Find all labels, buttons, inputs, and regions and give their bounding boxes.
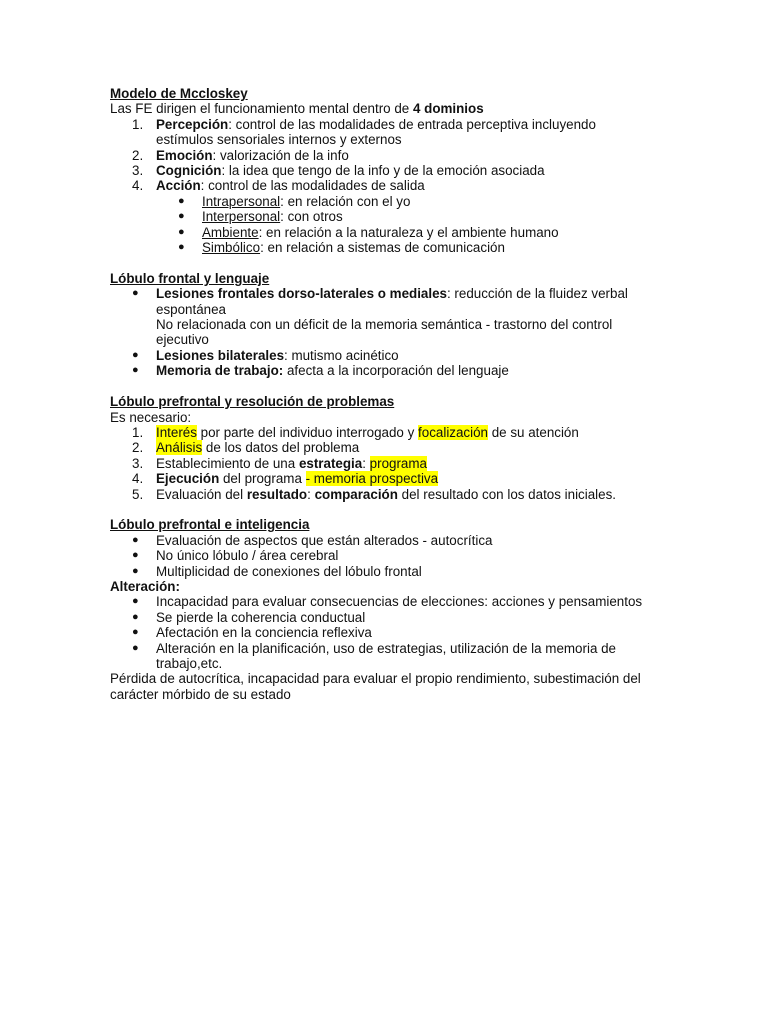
item-text: No único lóbulo / área cerebral	[156, 548, 339, 564]
list-item	[110, 471, 650, 486]
bullet-icon: ●	[132, 287, 139, 300]
term-bold: Memoria de trabajo:	[156, 363, 284, 379]
item-text: Multiplicidad de conexiones del lóbulo frontal	[156, 563, 422, 579]
list-item	[110, 178, 650, 193]
bullet-icon: ●	[132, 533, 139, 546]
highlighted-text: programa	[369, 455, 427, 471]
term-bold: estrategia	[298, 455, 363, 471]
section-heading-frontal-language: Lóbulo frontal y lenguaje	[110, 270, 270, 286]
bullet-icon: ●	[132, 610, 139, 623]
highlighted-text: Análisis	[156, 440, 203, 456]
spacer	[110, 502, 650, 517]
term-underlined: Simbólico	[202, 240, 261, 256]
spacer	[110, 379, 650, 394]
term-text: : con otros	[280, 209, 343, 225]
term-bold: Cognición	[156, 163, 222, 179]
bullet-icon: ●	[132, 595, 139, 608]
intelligence-list	[110, 533, 650, 579]
list-item	[110, 487, 650, 502]
list-item	[110, 286, 650, 348]
term-text: : valorización de la info	[212, 147, 349, 163]
list-number: 4.	[132, 178, 144, 194]
intro-paragraph: Es necesario:	[110, 409, 192, 425]
list-number: 5.	[132, 486, 144, 502]
section-frontal-language	[110, 271, 650, 379]
term-text: : control de las modalidades de entrada perceptiva incluyendo estímulos sensoriales internos y externos	[156, 116, 596, 148]
list-number: 2.	[132, 440, 144, 456]
term-bold: Percepción	[156, 116, 229, 132]
term-text: : en relación a la naturaleza y el ambiente humano	[258, 224, 559, 240]
term-bold: Lesiones frontales dorso-laterales o mediales	[156, 286, 447, 302]
term-text: : mutismo acinético	[284, 347, 399, 363]
list-number: 4.	[132, 471, 144, 487]
list-item	[110, 625, 650, 640]
bullet-icon: ●	[178, 210, 185, 223]
term-bold: Emoción	[156, 147, 213, 163]
term-underlined: Intrapersonal	[202, 193, 281, 209]
spacer	[110, 255, 650, 270]
intro-text: Las FE dirigen el funcionamiento mental dentro de	[110, 101, 413, 117]
sublist-item	[110, 194, 650, 209]
domain-list	[110, 117, 650, 194]
item-text: :	[307, 486, 315, 502]
document-page	[110, 86, 650, 702]
section-heading-intelligence: Lóbulo prefrontal e inteligencia	[110, 517, 310, 533]
closing-paragraph: Pérdida de autocrítica, incapacidad para evaluar el propio rendimiento, subestimación del carácter mórbido de su estado	[110, 671, 641, 702]
list-number: 3.	[132, 455, 144, 471]
term-text: : control de las modalidades de salida	[200, 178, 425, 194]
item-text: del programa	[219, 471, 306, 487]
alteration-list	[110, 594, 650, 671]
highlighted-text: - memoria prospectiva	[305, 471, 439, 487]
highlighted-text: Interés	[156, 424, 197, 440]
list-item	[110, 456, 650, 471]
item-text: por parte del individuo interrogado y	[196, 424, 419, 440]
item-text: Incapacidad para evaluar consecuencias de elecciones: acciones y pensamientos	[156, 594, 643, 610]
item-text: del resultado con los datos iniciales.	[397, 486, 617, 502]
intro-paragraph	[110, 101, 650, 116]
sublist-item	[110, 209, 650, 224]
list-item	[110, 425, 650, 440]
term-bold: Ejecución	[156, 471, 220, 487]
item-text: :	[362, 455, 370, 471]
bullet-icon: ●	[132, 549, 139, 562]
bullet-icon: ●	[132, 626, 139, 639]
list-item	[110, 148, 650, 163]
term-underlined: Interpersonal	[202, 209, 281, 225]
term-text: : la idea que tengo de la info y de la emoción asociada	[221, 163, 545, 179]
term-text: afecta a la incorporación del lenguaje	[283, 363, 509, 379]
list-number: 1.	[132, 424, 144, 440]
list-item	[110, 564, 650, 579]
list-number: 2.	[132, 147, 144, 163]
bullet-icon: ●	[178, 225, 185, 238]
language-list	[110, 286, 650, 378]
list-item	[110, 548, 650, 563]
section-heading-mccloskey: Modelo de Mccloskey	[110, 86, 248, 101]
bullet-icon: ●	[132, 564, 139, 577]
section-problem-solving	[110, 394, 650, 502]
list-item	[110, 363, 650, 378]
list-number: 3.	[132, 163, 144, 179]
bullet-icon: ●	[132, 364, 139, 377]
sublist-item	[110, 225, 650, 240]
term-bold: Acción	[156, 178, 201, 194]
list-item	[110, 610, 650, 625]
item-text: de su atención	[488, 424, 579, 440]
sublist-item	[110, 240, 650, 255]
alteration-heading: Alteración:	[110, 578, 180, 594]
section-heading-problem-solving: Lóbulo prefrontal y resolución de problemas	[110, 394, 395, 410]
intro-bold: 4 dominios	[412, 101, 484, 117]
term-text: : en relación con el yo	[280, 193, 411, 209]
term-underlined: Ambiente	[202, 224, 259, 240]
bullet-icon: ●	[178, 241, 185, 254]
item-text: Afectación en la conciencia reflexiva	[156, 625, 372, 641]
term-bold: comparación	[314, 486, 398, 502]
section-intelligence	[110, 517, 650, 702]
section-mccloskey-model	[110, 86, 650, 255]
item-text: Alteración en la planificación, uso de estrategias, utilización de la memoria de trabajo,etc.	[156, 640, 617, 671]
term-bold: resultado	[246, 486, 308, 502]
list-number: 1.	[132, 116, 144, 132]
list-item	[110, 594, 650, 609]
item-text: Evaluación del	[156, 486, 247, 502]
item-text: Establecimiento de una	[156, 455, 299, 471]
list-item	[110, 348, 650, 363]
item-text: Evaluación de aspectos que están alterados - autocrítica	[156, 532, 493, 548]
list-item	[110, 533, 650, 548]
highlighted-text: focalización	[418, 424, 488, 440]
list-item	[110, 117, 650, 148]
bullet-icon: ●	[132, 641, 139, 654]
list-item	[110, 163, 650, 178]
item-note: No relacionada con un déficit de la memoria semántica - trastorno del control ejecutivo	[156, 317, 613, 348]
list-item	[110, 641, 650, 672]
bullet-icon: ●	[132, 348, 139, 361]
action-sublist	[110, 194, 650, 256]
term-text: : reducción de la fluidez verbal espontánea	[156, 286, 628, 317]
list-item	[110, 440, 650, 455]
term-text: : en relación a sistemas de comunicación	[260, 240, 505, 256]
item-text: de los datos del problema	[202, 440, 360, 456]
steps-list	[110, 425, 650, 502]
term-bold: Lesiones bilaterales	[156, 347, 285, 363]
bullet-icon: ●	[178, 194, 185, 207]
item-text: Se pierde la coherencia conductual	[156, 609, 366, 625]
